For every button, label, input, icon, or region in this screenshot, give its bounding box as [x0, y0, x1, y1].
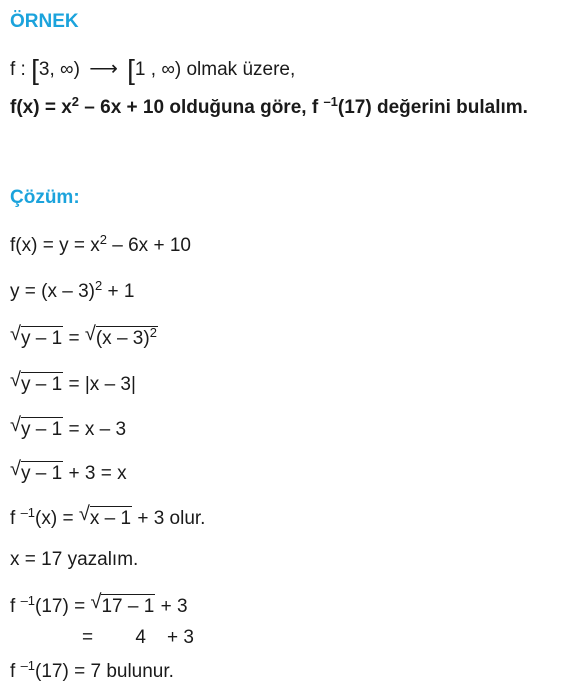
l6-rest: + 3 = x: [63, 463, 127, 484]
l3-exp: 2: [149, 325, 157, 340]
radicand: 17 – 1: [101, 596, 155, 617]
l1-exp: 2: [99, 232, 107, 247]
sqrt-icon: √: [78, 503, 90, 525]
solution-line-4: [10, 369, 136, 395]
l4-rest: = |x – 3|: [63, 374, 136, 395]
sqrt-icon: √: [10, 414, 21, 436]
solution-line-3: [10, 323, 158, 349]
solution-line-9: [10, 591, 188, 617]
radicand: y – 1: [21, 463, 63, 484]
solution-line-5: [10, 414, 127, 440]
l11-exp: –1: [20, 658, 36, 673]
domain-interval: 3, ∞): [38, 59, 80, 80]
l5-rest: = x – 3: [63, 419, 127, 440]
l9-b: (17) =: [35, 596, 91, 617]
l3-eq: =: [63, 328, 85, 349]
l2-a: y = (x – 3): [10, 281, 95, 302]
solution-line-1: [10, 232, 191, 256]
domain-bracket: [: [31, 54, 39, 85]
range-interval: 1 , ∞): [134, 59, 182, 80]
sqrt-icon: √: [10, 458, 21, 480]
radicand: x – 1: [89, 508, 132, 529]
radical: [10, 458, 63, 484]
solution-line-7: [10, 503, 206, 529]
l11-a: f: [10, 661, 21, 682]
solution-line-8: x = 17 yazalım.: [10, 549, 139, 570]
function-prefix: f :: [10, 59, 26, 80]
sqrt-icon: √: [10, 369, 21, 391]
question-mid: – 6x + 10 olduğuna göre, f: [79, 97, 324, 118]
l2-b: + 1: [102, 281, 135, 302]
inverse-exponent: –1: [323, 94, 338, 109]
l7-b: (x) =: [35, 508, 79, 529]
l9-exp: –1: [20, 593, 36, 608]
solution-line-6: [10, 458, 127, 484]
solution-line-11: [10, 658, 174, 682]
question-fx: f(x) = x: [10, 97, 72, 118]
solution-heading: Çözüm:: [10, 187, 80, 208]
function-definition-line: [10, 56, 295, 84]
solution-line-2: [10, 278, 135, 302]
radicand: y – 1: [21, 328, 63, 349]
exponent: 2: [71, 94, 80, 109]
question-line: [10, 94, 528, 118]
radical: [90, 591, 155, 617]
range-bracket: [: [127, 54, 135, 85]
radical: [10, 414, 63, 440]
question-end: (17) değerini bulalım.: [337, 97, 528, 118]
l7-c: + 3 olur.: [132, 508, 206, 529]
radicand: y – 1: [21, 374, 63, 395]
sqrt-icon: √: [10, 323, 21, 345]
example-heading: ÖRNEK: [10, 11, 79, 32]
arrow-icon: ⟶: [89, 58, 118, 80]
definition-suffix: olmak üzere,: [186, 59, 296, 80]
radicand: y – 1: [21, 419, 63, 440]
radical: [10, 369, 63, 395]
sqrt-icon: √: [84, 323, 96, 345]
l1-a: f(x) = y = x: [10, 235, 100, 256]
sqrt-icon: √: [90, 591, 102, 613]
solution-line-10: = 4 + 3: [82, 627, 194, 648]
radical: [84, 323, 158, 349]
l1-b: – 6x + 10: [106, 235, 191, 256]
l9-c: + 3: [155, 596, 188, 617]
l7-exp: –1: [20, 505, 36, 520]
l11-b: (17) = 7 bulunur.: [35, 661, 174, 682]
radical: [78, 503, 132, 529]
l9-a: f: [10, 596, 21, 617]
l2-exp: 2: [95, 278, 103, 293]
l7-a: f: [10, 508, 21, 529]
radical: [10, 323, 63, 349]
radicand: (x – 3): [95, 328, 150, 349]
